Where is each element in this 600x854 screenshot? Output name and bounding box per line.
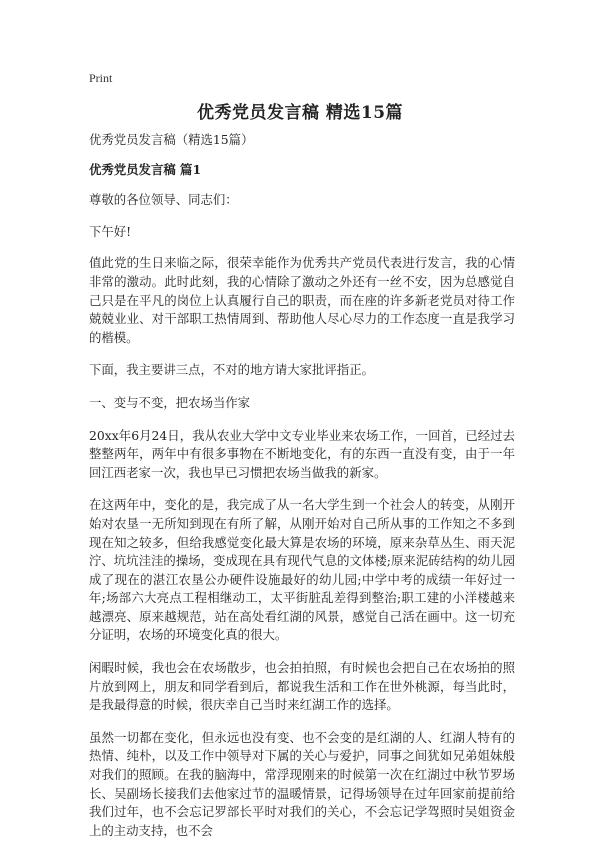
paragraph-4: 20xx年6月24日，我从农业大学中文专业毕业来农场工作，一回首，已经过去整整两年，两年中有很多事物在不断地变化，有的东西一直没有变，由于一年回江西老家一次，我也早已习惯把农场当做我的新家。 bbox=[89, 427, 515, 480]
document-body bbox=[89, 131, 515, 854]
paragraph-5: 在这两年中，变化的是，我完成了从一名大学生到一个社会人的转变，从刚开始对农垦一无所知到现在有所了解，从刚开始对自己所从事的工作知之不多到现在知之较多，但给我感觉变化最大算是农场的环境，原来杂草丛生、雨天泥泞、坑坑洼洼的操场，变成现在具有现代气息的文体楼;原来泥砖结构的幼儿园成了现在的湛江农垦公办硬件设施最好的幼儿园;中学中考的成绩一年好过一年;场部六大亮点工程相继动工，太平街脏乱差得到整治;职工建的小洋楼越来越漂亮、原来越规范，站在高处看红湖的风景，感觉自己活在画中。这一切充分证明，农场的环境变化真的很大。 bbox=[89, 497, 515, 643]
page-title: 优秀党员发言稿 精选15篇 bbox=[196, 103, 404, 123]
document-subtitle: 优秀党员发言稿（精选15篇） bbox=[89, 132, 254, 147]
print-link[interactable]: Print bbox=[89, 71, 113, 85]
paragraph-1: 值此党的生日来临之际，很荣幸能作为优秀共产党员代表进行发言，我的心情非常的激动。此时此刻，我的心情除了激动之外还有一丝不安，因为总感觉自己只是在平凡的岗位上认真履行自己的职责，而在座的许多新老党员对待工作兢兢业业、对干部职工热情周到、帮助他人尽心尽力的工作态度一直是我学习的楷模。 bbox=[89, 255, 515, 345]
section-heading: 优秀党员发言稿 篇1 bbox=[89, 161, 202, 177]
salutation-line: 下午好! bbox=[89, 223, 132, 239]
paragraph-7: 虽然一切都在变化，但永远也没有变、也不会变的是红湖的人、红湖人特有的热情、纯朴，以及工作中领导对下属的关心与爱护，同事之间犹如兄弟姐妹般对我们的照顾。在我的脑海中，常浮现刚来的时候第一次在红湖过中秋节罗场长、吴副场长接我们去他家过节的温暖情景，记得场领导在过年回家前提前给我们过年，也不会忘记罗部长平时对我们的关心，不会忘记学驾照时吴姐资金上的主动支持，也不会 bbox=[89, 729, 515, 838]
paragraph-6: 闲暇时候，我也会在农场散步，也会拍拍照，有时候也会把自己在农场拍的照片放到网上，朋友和同学看到后，都说我生活和工作在世外桃源，每当此时，是我最得意的时候，很庆幸自己当时来红湖工作的选择。 bbox=[89, 660, 515, 713]
greeting-line: 尊敬的各位领导、同志们： bbox=[89, 192, 238, 208]
paragraph-3: 一、变与不变，把农场当作家 bbox=[89, 394, 251, 410]
paragraph-2: 下面，我主要讲三点，不对的地方请大家批评指正。 bbox=[89, 362, 374, 378]
